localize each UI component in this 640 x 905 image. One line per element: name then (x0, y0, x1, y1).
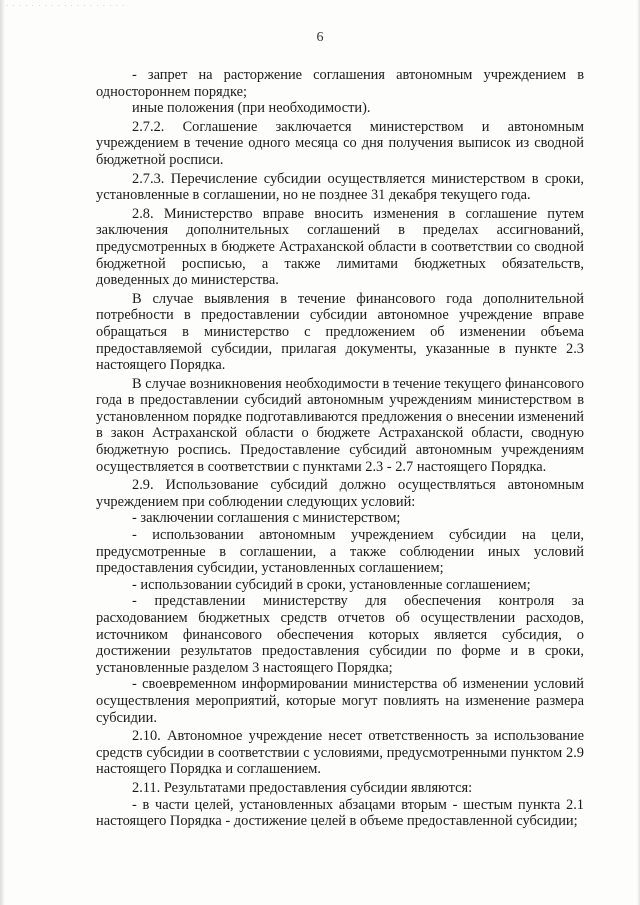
scan-header-mark: · · · · · · · · · · · · · · · · · · · (6, 2, 126, 10)
paragraph: 2.10. Автономное учреждение несет ответственность за использование средств субсидии в соответствии с условиями, предусмотренными пунктом 2.9 настоящего Порядка и соглашением. (96, 728, 584, 778)
paragraph: 2.8. Министерство вправе вносить изменения в соглашение путем заключения дополнительных соглашений в пределах ассигнований, предусмотренных в бюджете Астраханской области в соответствии со сводной бюджетной росписью, а также лимитами бюджетных обязательств, доведенных до министерства. (96, 205, 584, 289)
paragraph: - использовании автономным учреждением субсидии на цели, предусмотренные в соглашении, а также соблюдении иных условий предоставления субсидии, установленных соглашением; (96, 527, 584, 577)
paragraph: 2.9. Использование субсидий должно осуществляться автономным учреждением при соблюдении следующих условий: (96, 477, 584, 510)
paragraph: - использовании субсидий в сроки, установленные соглашением; (132, 576, 531, 593)
paragraph: 2.11. Результатами предоставления субсидии являются: (132, 779, 473, 796)
paragraph: 2.7.3. Перечисление субсидии осуществляется министерством в сроки, установленные в соглашении, но не позднее 31 декабря текущего года. (96, 170, 584, 204)
scan-left-edge (0, 0, 5, 905)
paragraph: - запрет на расторжение соглашения автономным учреждением в одностороннем порядке; (96, 67, 584, 100)
paragraph: В случае выявления в течение финансового года дополнительной потребности в предоставлении субсидии автономное учреждение вправе обращаться в министерство с предложением об изменении объема предоставляемой субсидии, прилагая документы, указанные в пункте 2.3 настоящего Порядка. (96, 290, 584, 374)
paragraph: - в части целей, установленных абзацами вторым - шестым пункта 2.1 настоящего Порядка - достижение целей в объеме предоставленной субсидии; (96, 796, 584, 830)
document-body (96, 67, 584, 830)
paragraph: иные положения (при необходимости). (132, 100, 371, 117)
paragraph: - своевременном информировании министерства об изменении условий осуществления мероприятий, которые могут повлиять на изменение размера субсидии. (96, 676, 584, 726)
paragraph: В случае возникновения необходимости в течение текущего финансового года в предоставлении субсидий автономным учреждениям министерством в установленном порядке подготавливаются предложения о внесении изменений в закон Астраханской области о бюджете Астраханской области, сводную бюджетную роспись. Предоставление субсидий автономным учреждениям осуществляется в соответствии с пунктами 2.3 - 2.7 настоящего Порядка. (96, 375, 584, 475)
page-number: 6 (316, 30, 324, 45)
paragraph: 2.7.2. Соглашение заключается министерством и автономным учреждением в течение одного месяца со дня получения выписок из сводной бюджетной росписи. (96, 118, 584, 168)
paragraph: - заключении соглашения с министерством; (132, 510, 401, 527)
paragraph: - представлении министерству для обеспечения контроля за расходованием бюджетных средств отчетов об осуществлении расходов, источником финансового обеспечения которых является субсидия, о достижении результатов предоставления субсидии по форме и в сроки, установленные разделом 3 настоящего Порядка; (96, 593, 584, 676)
